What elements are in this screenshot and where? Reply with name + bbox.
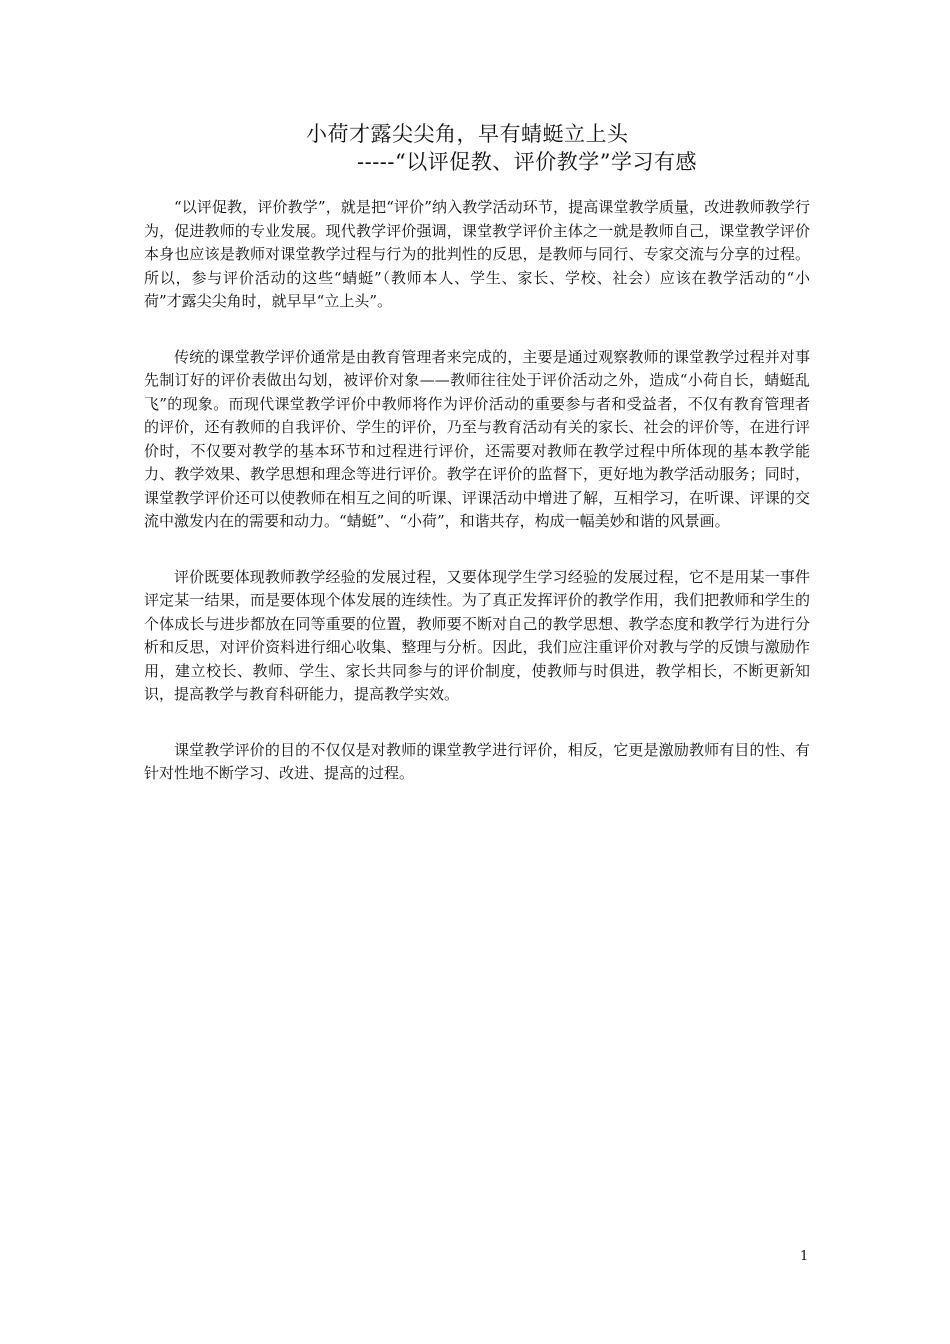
document-body (144, 196, 810, 818)
document-subtitle: -----“以评促教、评价教学”学习有感 (357, 150, 697, 174)
paragraph-4: 课堂教学评价的目的不仅仅是对教师的课堂教学进行评价，相反，它更是激励教师有目的性、有针对性地不断学习、改进、提高的过程。 (144, 740, 810, 782)
page-number: 1 (800, 1249, 809, 1264)
paragraph-2: 传统的课堂教学评价通常是由教育管理者来完成的，主要是通过观察教师的课堂教学过程并对事先制订好的评价表做出勾划，被评价对象——教师往往处于评价活动之外，造成“小荷自长，蜻蜓乱飞”的现象。而现代课堂教学评价中教师将作为评价活动的重要参与者和受益者，不仅有教育管理者的评价，还有教师的自我评价、学生的评价，乃至与教育活动有关的家长、社会的评价等，在进行评价时，不仅要对教学的基本环节和过程进行评价，还需要对教师在教学过程中所体现的基本教学能力、教学效果、教学思想和理念等进行评价。教学在评价的监督下，更好地为教学活动服务；同时，课堂教学评价还可以使教师在相互之间的听课、评课活动中增进了解，互相学习，在听课、评课的交流中激发内在的需要和动力。“蜻蜓”、“小荷”，和谐共存，构成一幅美妙和谐的风景画。 (144, 347, 810, 530)
paragraph-3: 评价既要体现教师教学经验的发展过程，又要体现学生学习经验的发展过程，它不是用某一事件评定某一结果，而是要体现个体发展的连续性。为了真正发挥评价的教学作用，我们把教师和学生的个体成长与进步都放在同等重要的位置，教师要不断对自己的教学思想、教学态度和教学行为进行分析和反思，对评价资料进行细心收集、整理与分析。因此，我们应注重评价对教与学的反馈与激励作用，建立校长、教师、学生、家长共同参与的评价制度，使教师与时俱进，教学相长，不断更新知识，提高教学与教育科研能力，提高教学实效。 (144, 567, 810, 703)
paragraph-1: “以评促教，评价教学”，就是把“评价”纳入教学活动环节，提高课堂教学质量，改进教师教学行为，促进教师的专业发展。现代教学评价强调，课堂教学评价主体之一就是教师自己，课堂教学评价本身也应该是教师对课堂教学过程与行为的批判性的反思，是教师与同行、专家交流与分享的过程。所以，参与评价活动的这些“蜻蜓”（教师本人、学生、家长、学校、社会）应该在教学活动的“小荷”才露尖尖角时，就早早“立上头”。 (144, 198, 810, 310)
document-title: 小荷才露尖尖角，早有蜻蜓立上头 (306, 122, 629, 146)
